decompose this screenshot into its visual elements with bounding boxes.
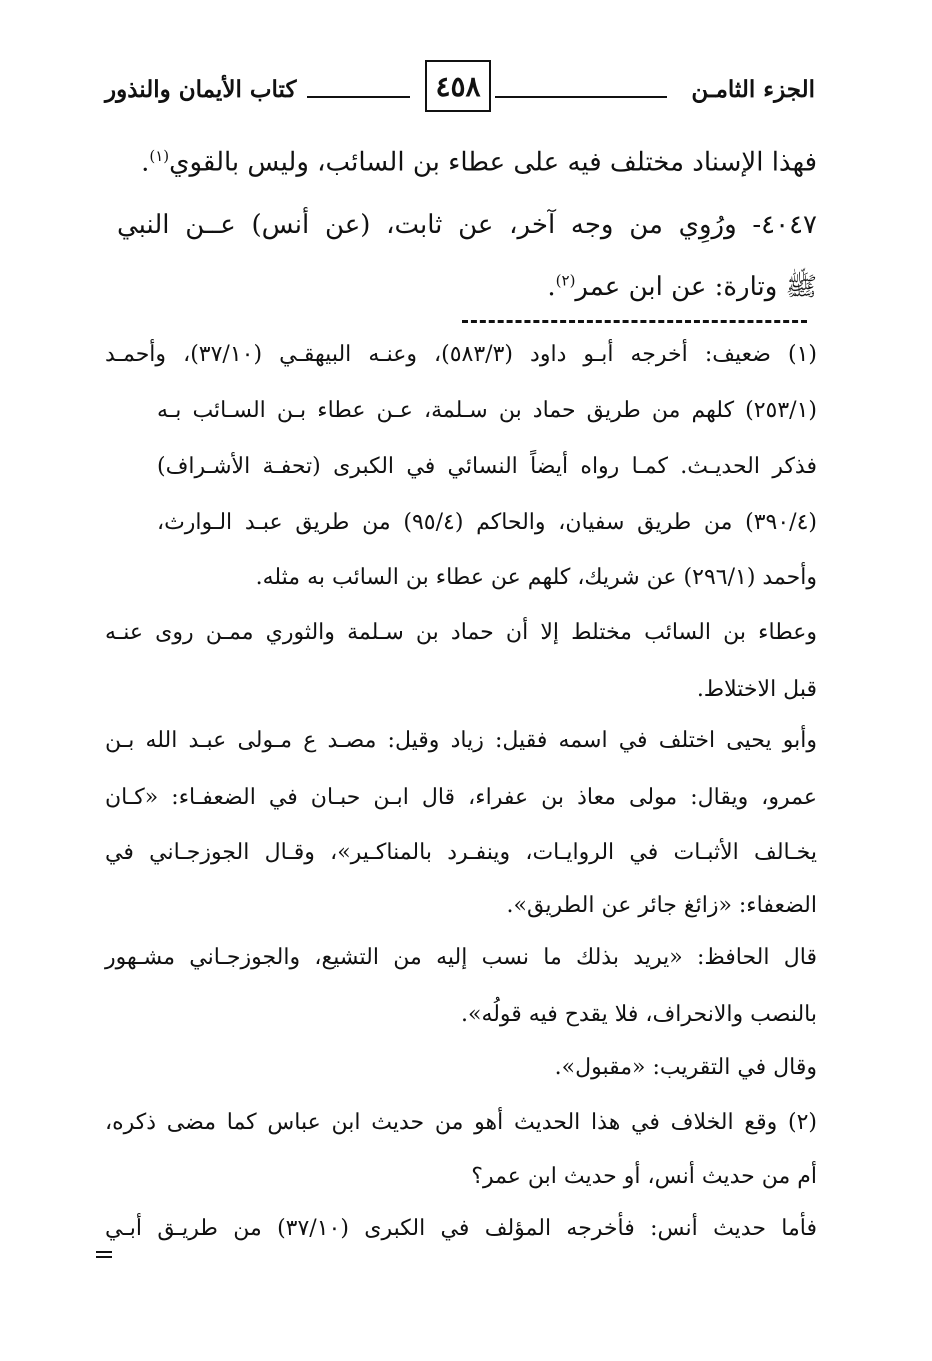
footnote-line: بالنصب والانحراف، فلا يقدح فيه قولُه». <box>460 1002 817 1027</box>
footnote-line: عمرو، ويقال: مولى معاذ بن عفراء، قال ابـن حبـان في الضعفـاء: «كـان <box>105 785 817 810</box>
footnote-line: فذكر الحديـث. كمـا رواه أيضاً النسائي في الكبرى (تحفـة الأشـراف) <box>157 454 817 479</box>
chapter-title: كتاب الأيمان والنذور <box>105 76 297 103</box>
footnote-line: (٣٩٠/٤) من طريق سفيان، والحاكم (٩٥/٤) من طريق عبـد الـوارث، <box>157 510 817 535</box>
footnote-line: وقال في التقريب: «مقبول». <box>554 1055 817 1080</box>
footnote-line: (١) ضعيف: أخرجه أبـو داود (٥٨٣/٣)، وعنـه البيهقـي (٣٧/١٠)، وأحمـد <box>105 342 817 367</box>
volume-title: الجزء الثامـن <box>691 76 815 103</box>
footnote-separator <box>462 320 807 323</box>
text-span: ﷺ وتارة: عن ابن عمر <box>575 272 817 302</box>
footnote-line: (٢) وقع الخلاف في هذا الحديث أهو من حديث ابن عباس كما مضى ذكره، <box>105 1110 817 1135</box>
header-rule-left <box>307 96 410 98</box>
footnote-ref: (١) <box>149 147 170 165</box>
header-rule-right <box>495 96 667 98</box>
footnote-line: قبل الاختلاط. <box>696 677 817 702</box>
footnote-line: وأبو يحيى اختلف في اسمه فقيل: زياد وقيل: مصـد ع مـولى عبـد الله بـن <box>105 728 817 753</box>
page-header <box>95 58 815 118</box>
text-line <box>547 270 817 308</box>
continuation-bar <box>96 1251 112 1253</box>
continuation-bar <box>96 1256 112 1258</box>
continuation-mark <box>96 1248 112 1261</box>
footnote-line: الضعفاء: «زائغ جائر عن الطريق». <box>506 893 817 918</box>
page-number: ٤٥٨ <box>425 60 491 112</box>
footnote-line: (٢٥٣/١) كلهم من طريق حماد بن سـلمة، عـن عطاء بـن السـائب بـه <box>157 398 817 423</box>
text-line: ٤٠٤٧- ورُوِي من وجه آخر، عن ثابت، (عن أنس) عــن النبي <box>117 210 817 240</box>
footnote-line: قال الحافظ: «يريد بذلك ما نسب إليه من التشيع، والجوزجـاني مشـهور <box>105 945 817 970</box>
footnote-line: فأما حديث أنس: فأخرجه المؤلف في الكبرى (٣٧/١٠) من طريـق أبـي <box>105 1216 817 1241</box>
text-span: . <box>141 147 150 178</box>
footnote-line: وأحمد (٢٩٦/١) عن شريك، كلهم عن عطاء بن السائب به مثله. <box>255 565 817 590</box>
text-span: فهذا الإسناد مختلف فيه على عطاء بن السائب، وليس بالقوي <box>169 147 817 178</box>
text-line <box>141 147 817 178</box>
footnote-ref: (٢) <box>555 271 576 290</box>
footnote-line: أم من حديث أنس، أو حديث ابن عمر؟ <box>471 1164 817 1189</box>
footnote-line: يخـالف الأثبـات في الروايـات، وينفـرد بالمناكـير»، وقـال الجوزجـاني في <box>105 840 817 865</box>
footnote-line: وعطاء بن السائب مختلط إلا أن حماد بن سـلمة والثوري ممـن روى عنـه <box>105 620 817 645</box>
text-span: . <box>547 272 556 302</box>
